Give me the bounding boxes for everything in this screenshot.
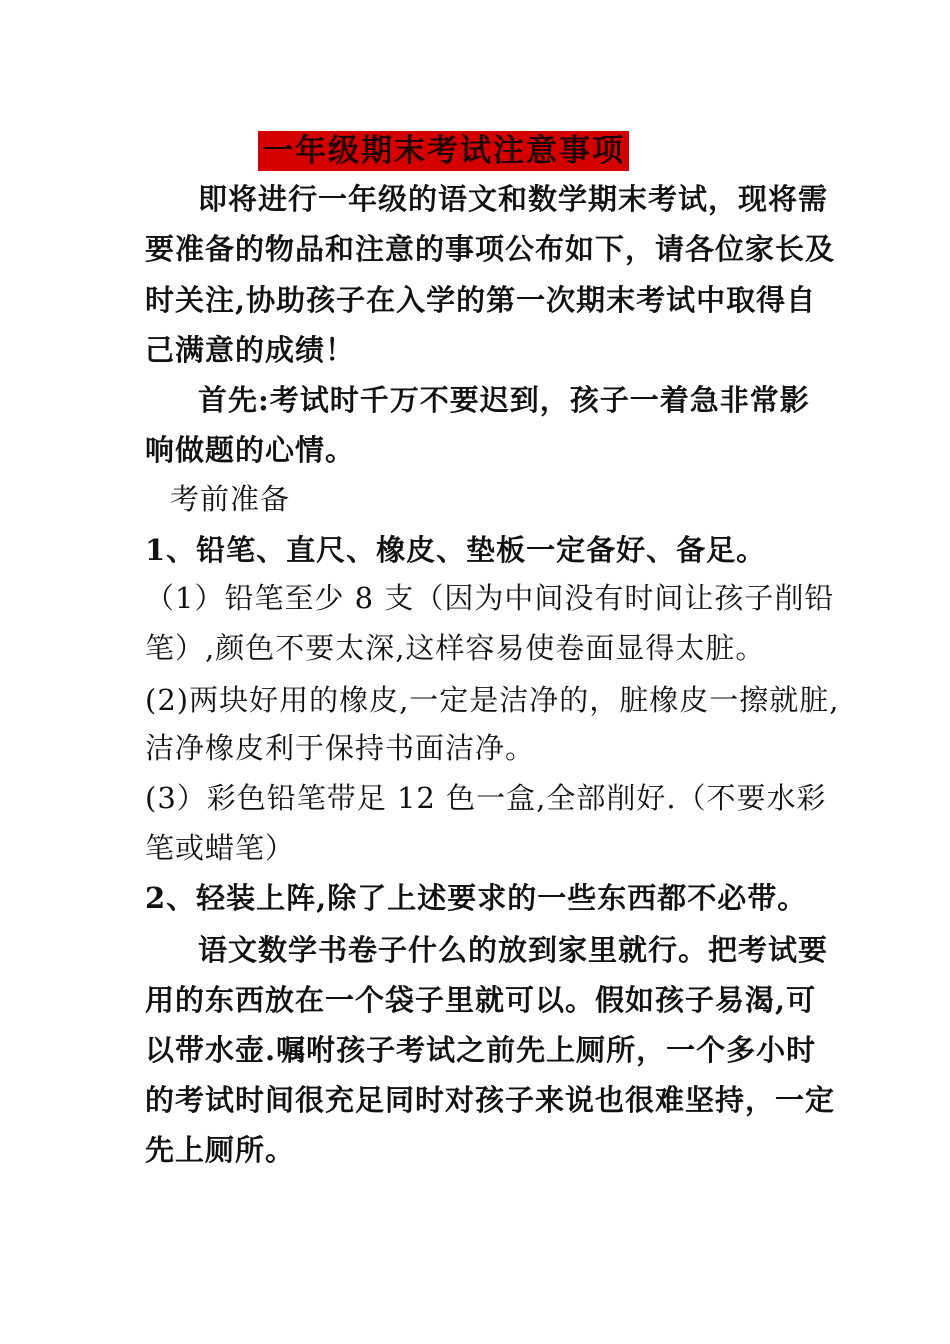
paragraph-line: 用的东西放在一个袋子里就可以。假如孩子易渴,可 [145, 983, 817, 1017]
list-item: 1、铅笔、直尺、橡皮、垫板一定备好、备足。 [145, 533, 767, 567]
list-item: 笔或蜡笔） [145, 831, 296, 865]
list-item: 洁净橡皮利于保持书面洁净。 [145, 731, 536, 765]
paragraph-line: 即将进行一年级的语文和数学期末考试，现将需 [198, 182, 829, 216]
list-item: (3）彩色铅笔带足 12 色一盒,全部削好.（不要水彩 [145, 781, 827, 815]
paragraph-line: 以带水壶.嘱咐孩子考试之前先上厕所，一个多小时 [145, 1033, 817, 1067]
list-item: （1）铅笔至少 8 支（因为中间没有时间让孩子削铅 [145, 581, 835, 615]
paragraph-line: 己满意的成绩！ [145, 333, 356, 367]
paragraph-line: 要准备的物品和注意的事项公布如下，请各位家长及 [145, 232, 836, 266]
paragraph-line: 时关注,协助孩子在入学的第一次期末考试中取得自 [145, 283, 817, 317]
list-item: (2)两块好用的橡皮,一定是洁净的，脏橡皮一擦就脏, [145, 683, 840, 717]
section-heading: 考前准备 [170, 482, 291, 516]
paragraph-line: 语文数学书卷子什么的放到家里就行。把考试要 [198, 933, 829, 967]
paragraph-line: 先上厕所。 [145, 1133, 296, 1167]
list-item: 2、轻装上阵,除了上述要求的一些东西都不必带。 [145, 881, 808, 915]
paragraph-line: 响做题的心情。 [145, 433, 356, 467]
page-title: 一年级期末考试注意事项 [258, 131, 629, 171]
paragraph-line: 的考试时间很充足同时对孩子来说也很难坚持，一定 [145, 1083, 836, 1117]
list-item: 笔）,颜色不要太深,这样容易使卷面显得太脏。 [145, 631, 766, 665]
paragraph-line: 首先:考试时千万不要迟到，孩子一着急非常影 [198, 383, 810, 417]
